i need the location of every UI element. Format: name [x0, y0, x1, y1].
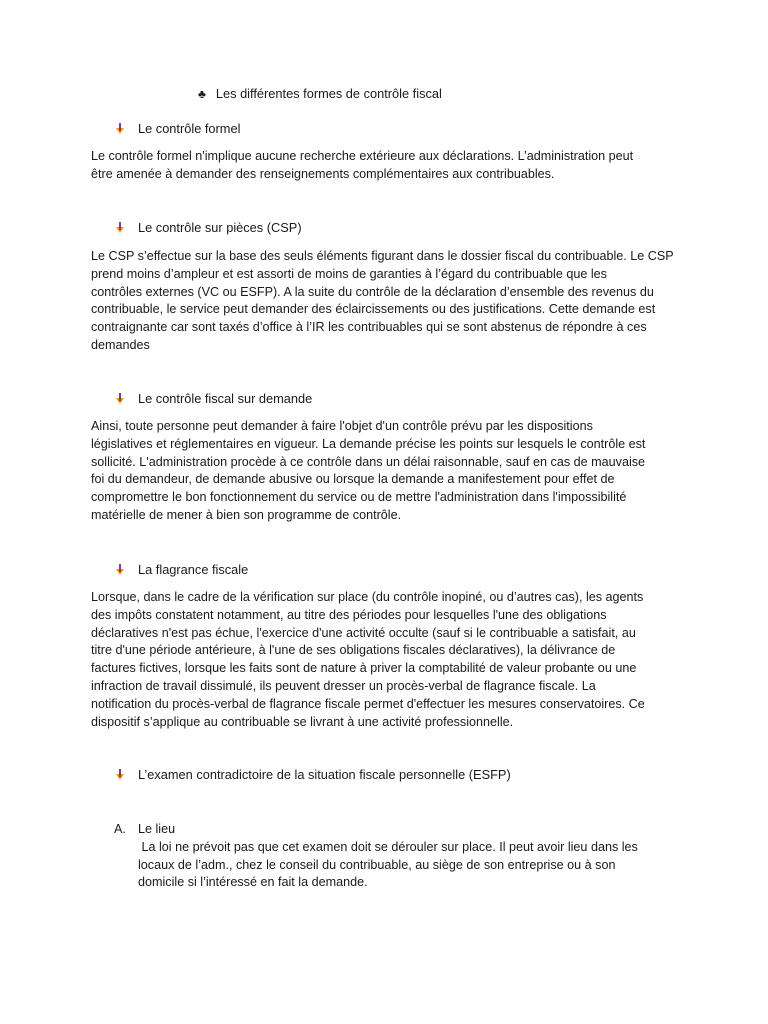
paragraph-line: Lorsque, dans le cadre de la vérification sur place (du contrôle inopiné, ou d’autres cas), les agents — [91, 590, 644, 604]
paragraph-line: Ainsi, toute personne peut demander à faire l'objet d'un contrôle prévu par les dispositions — [91, 419, 593, 433]
section-paragraph — [91, 589, 691, 731]
paragraph-line: domicile si l’intéressé en fait la demande. — [138, 875, 368, 890]
arrow-bullet-icon — [114, 222, 126, 234]
paragraph-line: matérielle de mener à bien son programme de contrôle. — [91, 507, 402, 522]
paragraph-line: prend moins d’ampleur et est assorti de moins de garanties à l’égard du contribuable que les — [91, 266, 607, 281]
section-heading — [114, 562, 248, 577]
subsection-title: Le lieu — [138, 822, 176, 836]
section-paragraph — [91, 248, 691, 355]
section-heading-text: La flagrance fiscale — [138, 562, 249, 577]
paragraph-line: foi du demandeur, de demande abusive ou lorsque la demande a manifestement pour effet de — [91, 472, 615, 487]
document-title — [198, 86, 442, 101]
paragraph-line: sollicité. L'administration procède à ce contrôle dans un délai raisonnable, sauf en cas de mauvaise — [91, 454, 646, 469]
paragraph-line: La loi ne prévoit pas que cet examen doit se dérouler sur place. Il peut avoir lieu dans les — [138, 839, 638, 854]
paragraph-line: titre d'une période antérieure, à l'une de ses obligations fiscales déclaratives), la délivrance de — [91, 643, 616, 658]
section-heading-text: Le contrôle sur pièces (CSP) — [138, 220, 302, 235]
paragraph-line: compromettre le bon fonctionnement du service ou de mettre l'administration dans l'impossibilité — [91, 490, 627, 505]
club-icon: ♣ — [198, 86, 206, 101]
paragraph-line: déclaratives n'est pas échue, l'exercice d'une activité occulte (sauf si le contribuable a satisfait, au — [91, 625, 636, 640]
arrow-bullet-icon — [114, 123, 126, 135]
arrow-bullet-icon — [114, 393, 126, 405]
section-paragraph — [91, 418, 691, 525]
paragraph-line: contraignante car sont taxés d’office à l’IR les contribuables qui se sont abstenus de répondre à ces — [91, 320, 647, 335]
section-heading — [114, 121, 240, 136]
list-marker: A. — [114, 822, 126, 836]
paragraph-line: Le contrôle formel n'implique aucune recherche extérieure aux déclarations. L’administration peut — [91, 149, 634, 163]
section-heading-text: L’examen contradictoire de la situation fiscale personnelle (ESFP) — [138, 767, 511, 782]
paragraph-line: locaux de l’adm., chez le conseil du contribuable, au siège de son entreprise ou à son — [138, 857, 616, 872]
paragraph-line: législatives et réglementaires en vigueur. La demande précise les points sur lesquels le contrôle est — [91, 436, 646, 451]
paragraph-line: notification du procès-verbal de flagrance fiscale permet d'effectuer les mesures conservatoires. Ce — [91, 696, 645, 711]
subsection-a — [114, 821, 698, 892]
document-title-text: Les différentes formes de contrôle fiscal — [215, 86, 442, 101]
paragraph-line: dispositif s’applique au contribuable se livrant à une activité professionnelle. — [91, 714, 514, 729]
paragraph-line: Le CSP s’effectue sur la base des seuls éléments figurant dans le dossier fiscal du contribuable. Le CSP — [91, 249, 674, 263]
section-heading-text: Le contrôle fiscal sur demande — [138, 391, 313, 406]
paragraph-line: infraction de travail dissimulé, ils peuvent dresser un procès-verbal de flagrance fiscale. La — [91, 678, 596, 693]
paragraph-line: contrôles externes (VC ou ESFP). A la suite du contrôle de la déclaration d’ensemble des revenus du — [91, 284, 654, 299]
paragraph-line: demandes — [91, 337, 150, 352]
paragraph-line: factures fictives, lorsque les faits sont de nature à priver la comptabilité de valeur probante ou une — [91, 661, 637, 676]
arrow-bullet-icon — [114, 769, 126, 781]
arrow-bullet-icon — [114, 564, 126, 576]
section-paragraph — [91, 148, 691, 184]
section-heading — [114, 220, 302, 235]
section-heading-text: Le contrôle formel — [138, 121, 241, 136]
paragraph-line: contribuable, le service peut demander des éclaircissements ou des justifications. Cette demande est — [91, 302, 656, 317]
paragraph-line: des impôts constatent notamment, au titre des périodes pour lesquelles l'une des obligations — [91, 607, 607, 622]
paragraph-line: être amenée à demander des renseignements complémentaires aux contribuables. — [91, 166, 555, 181]
section-heading — [114, 767, 511, 782]
section-heading — [114, 391, 312, 406]
